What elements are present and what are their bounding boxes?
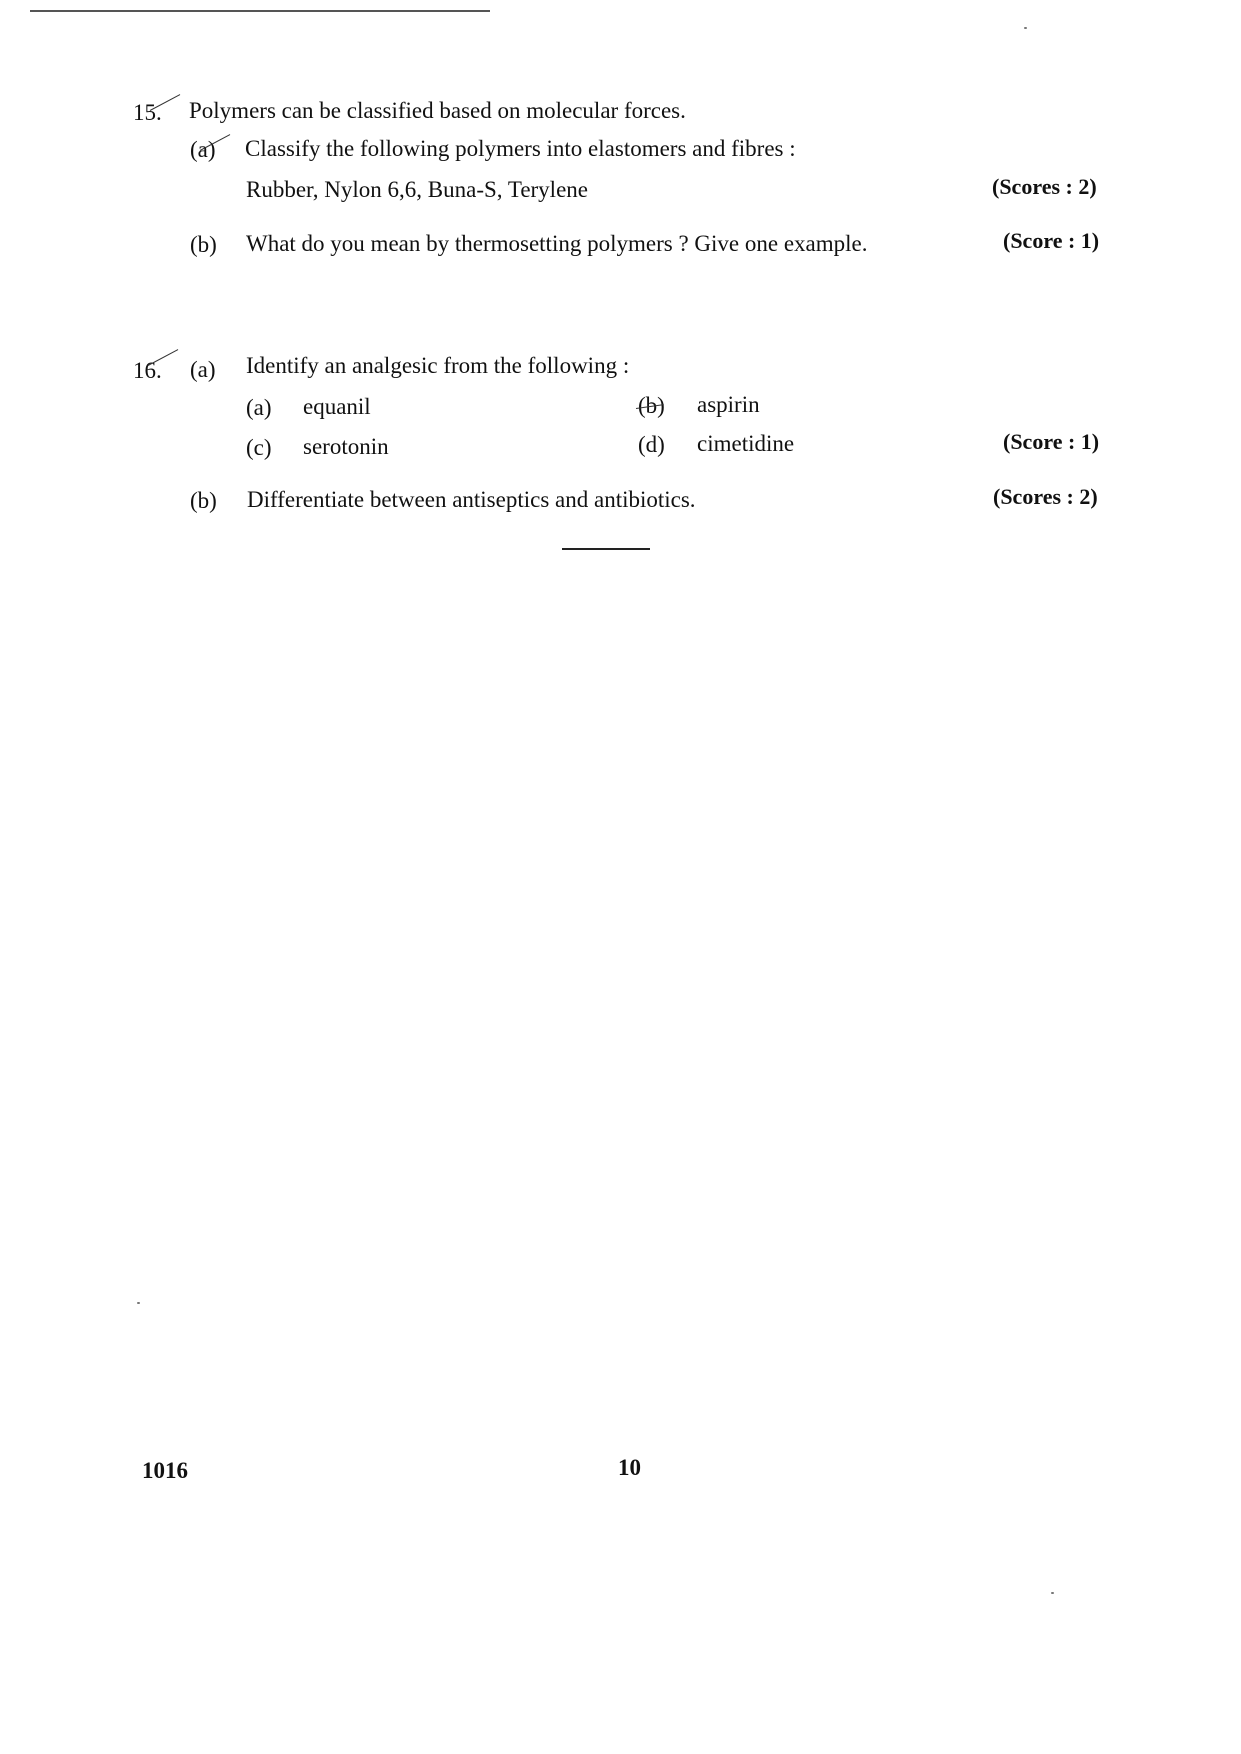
question-number: 15.: [133, 100, 162, 125]
part-label: (b): [190, 488, 217, 513]
page-number: 10: [618, 1455, 641, 1480]
part-label: (a): [190, 357, 216, 382]
question-stem: Polymers can be classified based on molecular forces.: [189, 98, 686, 123]
part-text: What do you mean by thermosetting polymers ? Give one example.: [246, 231, 868, 256]
scan-speck: [137, 1302, 140, 1304]
scan-speck: [1051, 1592, 1054, 1594]
part-text: Differentiate between antiseptics and antibiotics.: [247, 487, 696, 512]
part-label: (b): [190, 232, 217, 257]
option-text: aspirin: [697, 392, 760, 417]
score-label: (Scores : 2): [993, 484, 1098, 509]
score-label: (Scores : 2): [992, 174, 1097, 199]
option-label: (c): [246, 435, 272, 460]
option-text: serotonin: [303, 434, 389, 459]
part-label: (a): [190, 137, 216, 162]
score-label: (Score : 1): [1003, 429, 1100, 454]
top-rule: [30, 10, 490, 12]
end-of-section-rule: [562, 548, 650, 550]
option-label: (a): [246, 395, 272, 420]
paper-code: 1016: [142, 1458, 188, 1483]
option-text: equanil: [303, 394, 371, 419]
part-text-continued: Rubber, Nylon 6,6, Buna-S, Terylene: [246, 177, 588, 202]
score-label: (Score : 1): [1003, 228, 1100, 253]
option-label: (b): [638, 393, 665, 418]
part-text: Classify the following polymers into elastomers and fibres :: [245, 136, 796, 161]
part-text: Identify an analgesic from the following :: [246, 353, 630, 378]
scan-speck: [1024, 27, 1027, 29]
option-text: cimetidine: [697, 431, 795, 456]
question-number: 16.: [133, 358, 162, 383]
option-label: (d): [638, 432, 665, 457]
